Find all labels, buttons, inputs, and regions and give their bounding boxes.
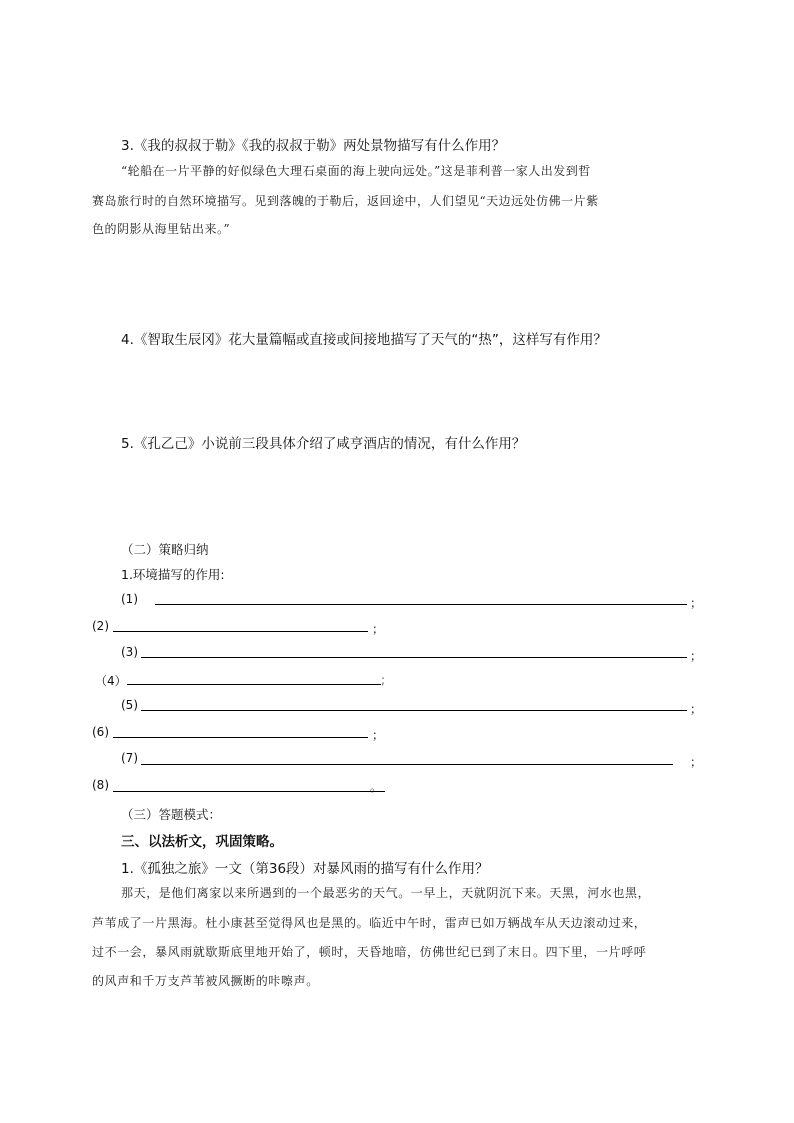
question-3-text-line: “轮船在一片平静的好似绿色大理石桌面的海上驶向远处。”这是菲利普一家人出发到哲 <box>121 164 591 178</box>
part-3-question-1: 1.《孤独之旅》一文（第36段）对暴风雨的描写有什么作用？ <box>121 861 489 877</box>
question-5-title: 5.《孔乙己》小说前三段具体介绍了咸亨酒店的情况，有什么作用？ <box>121 436 526 452</box>
blank-end-mark: ; <box>381 673 386 687</box>
blank-end-mark: 。 <box>370 780 383 794</box>
question-4-title: 4.《智取生辰冈》花大量篇幅或直接或间接地描写了天气的“热”，这样写有作用？ <box>121 332 607 348</box>
passage-line: 过不一会，暴风雨就歇斯底里地开始了，顿时，天昏地暗，仿佛世纪已到了末日。四下里，一片呼呼 <box>92 945 647 959</box>
blank-end-mark: ； <box>690 649 703 663</box>
passage-line: 那天，是他们离家以来所遇到的一个最恶劣的天气。一早上，天就阴沉下来。天黑，河水也黑， <box>121 886 651 900</box>
answer-blank-6[interactable] <box>113 737 368 738</box>
question-3-text-line: 赛岛旅行时的自然环境描写。见到落魄的于勒后，返回途中，人们望见“天边远处仿佛一片紫 <box>92 194 599 208</box>
blank-label: (5) <box>121 698 138 712</box>
passage-line: 的风声和千万支芦苇被风撅断的咔嚓声。 <box>92 974 319 988</box>
blank-label: (2) <box>92 619 109 633</box>
blank-end-mark: ； <box>372 728 385 742</box>
blank-label: (1) <box>121 592 138 606</box>
blank-end-mark: ； <box>690 596 703 610</box>
answer-blank-1[interactable] <box>155 604 687 605</box>
answer-blank-4[interactable] <box>127 684 381 685</box>
blank-label: (6) <box>92 725 109 739</box>
blank-end-mark: ； <box>372 622 385 636</box>
question-3-title: 3.《我的叔叔于勒》《我的叔叔于勒》两处景物描写有什么作用？ <box>121 138 506 154</box>
part-3-heading: 三、以法析文，巩固策略。 <box>121 834 283 850</box>
answer-blank-7[interactable] <box>141 764 673 765</box>
strategy-heading: （二）策略归纳 <box>121 542 209 557</box>
blank-end-mark: ； <box>690 755 703 769</box>
answer-blank-2[interactable] <box>113 631 368 632</box>
question-3-text-line: 色的阴影从海里钻出来。” <box>92 222 231 236</box>
passage-line: 芦苇成了一片黑海。杜小康甚至觉得风也是黑的。临近中午时，雷声已如万辆战车从天边滚动过来， <box>92 916 647 930</box>
strategy-subheading: 1.环境描写的作用: <box>121 567 225 582</box>
answer-pattern-heading: （三）答题模式： <box>121 807 222 822</box>
blank-label: (8) <box>92 778 109 792</box>
blank-label: (7) <box>121 751 138 765</box>
answer-blank-3[interactable] <box>141 657 687 658</box>
answer-blank-8[interactable] <box>113 791 385 792</box>
answer-blank-5[interactable] <box>141 710 687 711</box>
blank-end-mark: ； <box>690 702 703 716</box>
blank-label: (3) <box>121 645 138 659</box>
blank-label: （4） <box>95 674 127 688</box>
